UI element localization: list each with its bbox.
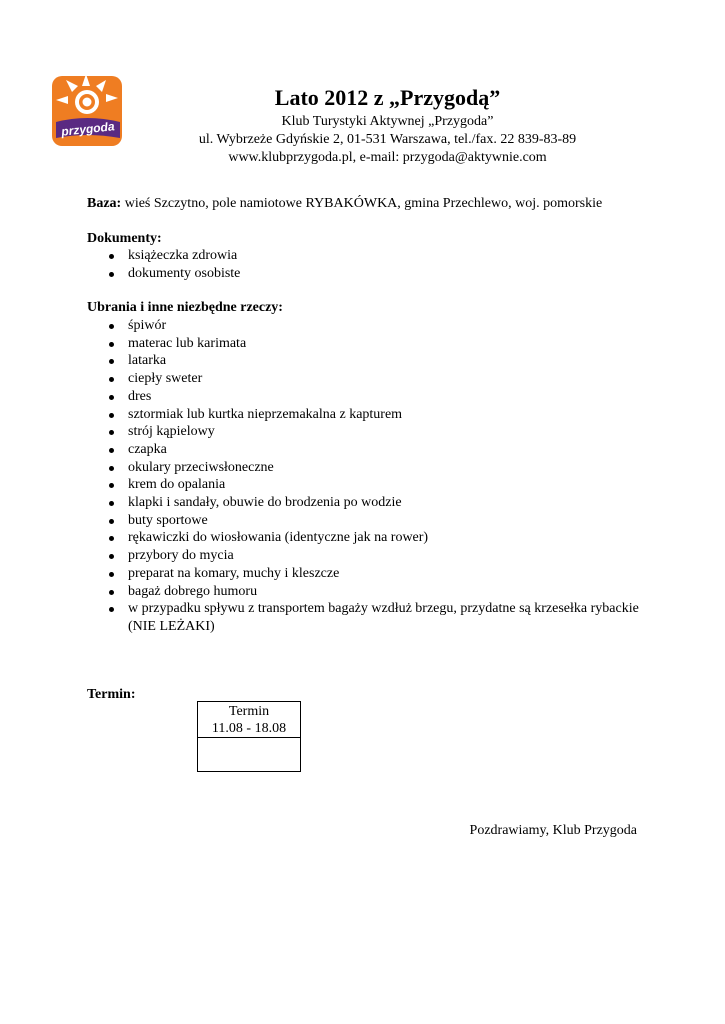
logo-text: przygoda	[60, 119, 116, 139]
bullet-icon	[109, 554, 114, 559]
list-item: w przypadku spływu z transportem bagaży wzdłuż brzegu, przydatne są krzesełka rybackie (NIE LEŻAKI)	[87, 600, 647, 635]
bullet-icon	[109, 395, 114, 400]
base-text: wieś Szczytno, pole namiotowe RYBAKÓWKA, gmina Przechlewo, woj. pomorskie	[121, 196, 603, 211]
bullet-icon	[109, 519, 114, 524]
list-item: czapka	[87, 441, 647, 459]
items-heading: Ubrania i inne niezbędne rzeczy:	[87, 300, 283, 315]
term-header-cell	[198, 702, 300, 738]
documents-heading: Dokumenty:	[87, 231, 162, 246]
items-list	[87, 317, 647, 636]
list-item: bagaż dobrego humoru	[87, 583, 647, 601]
club-contact: www.klubprzygoda.pl, e-mail: przygoda@aktywnie.com	[228, 150, 547, 165]
bullet-icon	[109, 413, 114, 418]
bullet-icon	[109, 324, 114, 329]
bullet-icon	[109, 607, 114, 612]
bullet-icon	[109, 342, 114, 347]
list-item: klapki i sandały, obuwie do brodzenia po wodzie	[87, 494, 647, 512]
bullet-icon	[109, 272, 114, 277]
list-item: przybory do mycia	[87, 547, 647, 565]
list-item: strój kąpielowy	[87, 423, 647, 441]
list-item: latarka	[87, 352, 647, 370]
list-item: ciepły sweter	[87, 370, 647, 388]
list-item: rękawiczki do wiosłowania (identyczne jak na rower)	[87, 529, 647, 547]
bullet-icon	[109, 572, 114, 577]
bullet-icon	[109, 483, 114, 488]
list-item: okulary przeciwsłoneczne	[87, 459, 647, 477]
page-title: Lato 2012 z „Przygodą”	[274, 85, 501, 110]
list-item: krem do opalania	[87, 476, 647, 494]
bullet-icon	[109, 590, 114, 595]
sun-logo-icon	[52, 72, 124, 148]
page-header	[150, 84, 625, 167]
bullet-icon	[109, 377, 114, 382]
term-table-header: Termin	[228, 704, 270, 719]
list-item: sztormiak lub kurtka nieprzemakalna z kapturem	[87, 406, 647, 424]
term-dates: 11.08 - 18.08	[211, 721, 287, 736]
bullet-icon	[109, 536, 114, 541]
closing-greeting: Pozdrawiamy, Klub Przygoda	[469, 823, 637, 838]
term-heading: Termin:	[87, 687, 136, 702]
documents-list	[87, 247, 240, 282]
list-item: buty sportowe	[87, 512, 647, 530]
club-address: ul. Wybrzeże Gdyńskie 2, 01-531 Warszawa, tel./fax. 22 839-83-89	[198, 132, 577, 147]
list-item: dokumenty osobiste	[87, 265, 240, 283]
bullet-icon	[109, 254, 114, 259]
bullet-icon	[109, 466, 114, 471]
base-label: Baza:	[87, 196, 122, 211]
club-logo	[52, 72, 124, 148]
base-location	[87, 195, 687, 213]
bullet-icon	[109, 501, 114, 506]
list-item: śpiwór	[87, 317, 647, 335]
list-item: dres	[87, 388, 647, 406]
bullet-icon	[109, 359, 114, 364]
list-item: książeczka zdrowia	[87, 247, 240, 265]
list-item: materac lub karimata	[87, 335, 647, 353]
bullet-icon	[109, 430, 114, 435]
term-table	[197, 701, 301, 772]
club-name: Klub Turystyki Aktywnej „Przygoda”	[281, 114, 494, 129]
list-item: preparat na komary, muchy i kleszcze	[87, 565, 647, 583]
bullet-icon	[109, 448, 114, 453]
